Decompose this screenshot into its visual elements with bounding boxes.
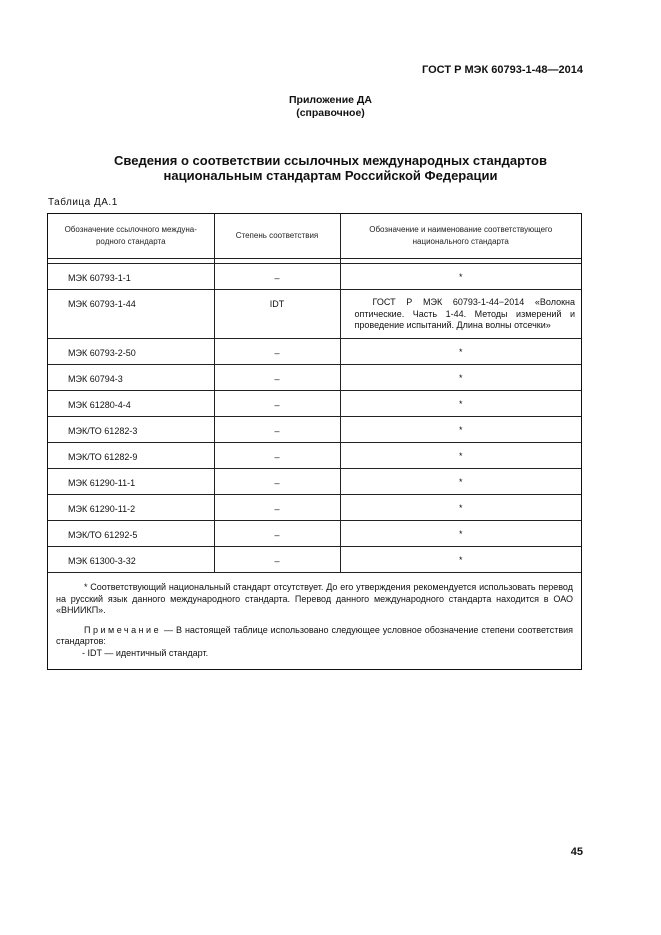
table-notes [48,572,581,669]
cell-national: * [340,391,581,417]
page-number: 45 [570,846,583,858]
title-line-1: Сведения о соответствии ссылочных международных стандартов [114,153,547,168]
title-line-2: национальным стандартам Российской Федерации [163,168,498,183]
cell-national: * [340,417,581,443]
cell-intl: МЭК 61280-4-4 [48,391,214,417]
cell-national: ГОСТ Р МЭК 60793-1-44−2014 «Волокна оптические. Часть 1-44. Методы измерений и проведение испытаний. Длина волны отсечки» [340,290,581,339]
annex-name: Приложение ДА [289,94,372,106]
cell-national: * [340,547,581,573]
annex-type: (справочное) [296,107,365,119]
page-title [0,153,661,183]
table-row [48,365,581,391]
correspondence-table [47,213,582,670]
table-row [48,391,581,417]
note-item: - IDT — идентичный стандарт. [82,647,209,658]
cell-intl: МЭК/ТО 61292-5 [48,521,214,547]
cell-intl: МЭК 61300-3-32 [48,547,214,573]
cell-national: * [340,365,581,391]
cell-intl: МЭК 61290-11-2 [48,495,214,521]
cell-degree: – [214,547,340,573]
cell-degree: – [214,495,340,521]
note-text: — В настоящей таблице использовано следующее условное обозначение степени соответствия стандартов: [56,624,573,646]
cell-intl: МЭК 61290-11-1 [48,469,214,495]
table-row [48,339,581,365]
cell-national: * [340,495,581,521]
document-code: ГОСТ Р МЭК 60793-1-48—2014 [422,64,583,76]
cell-intl: МЭК 60794-3 [48,365,214,391]
table-row [48,417,581,443]
cell-degree: – [214,339,340,365]
table-header-row [48,214,581,259]
cell-national: * [340,339,581,365]
note-heading: Примечание [84,624,162,635]
header-national-standard: Обозначение и наименование соответствующего национального стандарта [340,214,581,259]
table-row [48,264,581,290]
cell-degree: – [214,365,340,391]
table-note [56,625,573,648]
table-footnote: * Соответствующий национальный стандарт отсутствует. До его утверждения рекомендуется использовать перевод на русский язык данного международного стандарта. Перевод данного международного стандарта находится в ОАО «ВНИИКП». [56,582,573,615]
header-degree: Степень соответствия [214,214,340,259]
cell-national: * [340,264,581,290]
cell-degree: – [214,417,340,443]
cell-national: * [340,443,581,469]
table-row [48,469,581,495]
cell-national: * [340,469,581,495]
header-intl-standard: Обозначение ссылочного междуна-родного стандарта [64,225,197,246]
table-caption: Таблица ДА.1 [48,197,118,208]
cell-degree: – [214,264,340,290]
table-row [48,443,581,469]
cell-degree: – [214,443,340,469]
cell-intl: МЭК/ТО 61282-9 [48,443,214,469]
table-row [48,547,581,573]
cell-intl: МЭК 60793-1-1 [48,264,214,290]
table-row [48,495,581,521]
cell-degree: – [214,469,340,495]
cell-national: * [340,521,581,547]
cell-degree: – [214,521,340,547]
cell-intl: МЭК 60793-2-50 [48,339,214,365]
table-row [48,521,581,547]
cell-intl: МЭК 60793-1-44 [48,290,214,339]
cell-intl: МЭК/ТО 61282-3 [48,417,214,443]
annex-heading [0,94,661,120]
table-row [48,290,581,339]
cell-degree: – [214,391,340,417]
cell-degree: IDT [214,290,340,339]
